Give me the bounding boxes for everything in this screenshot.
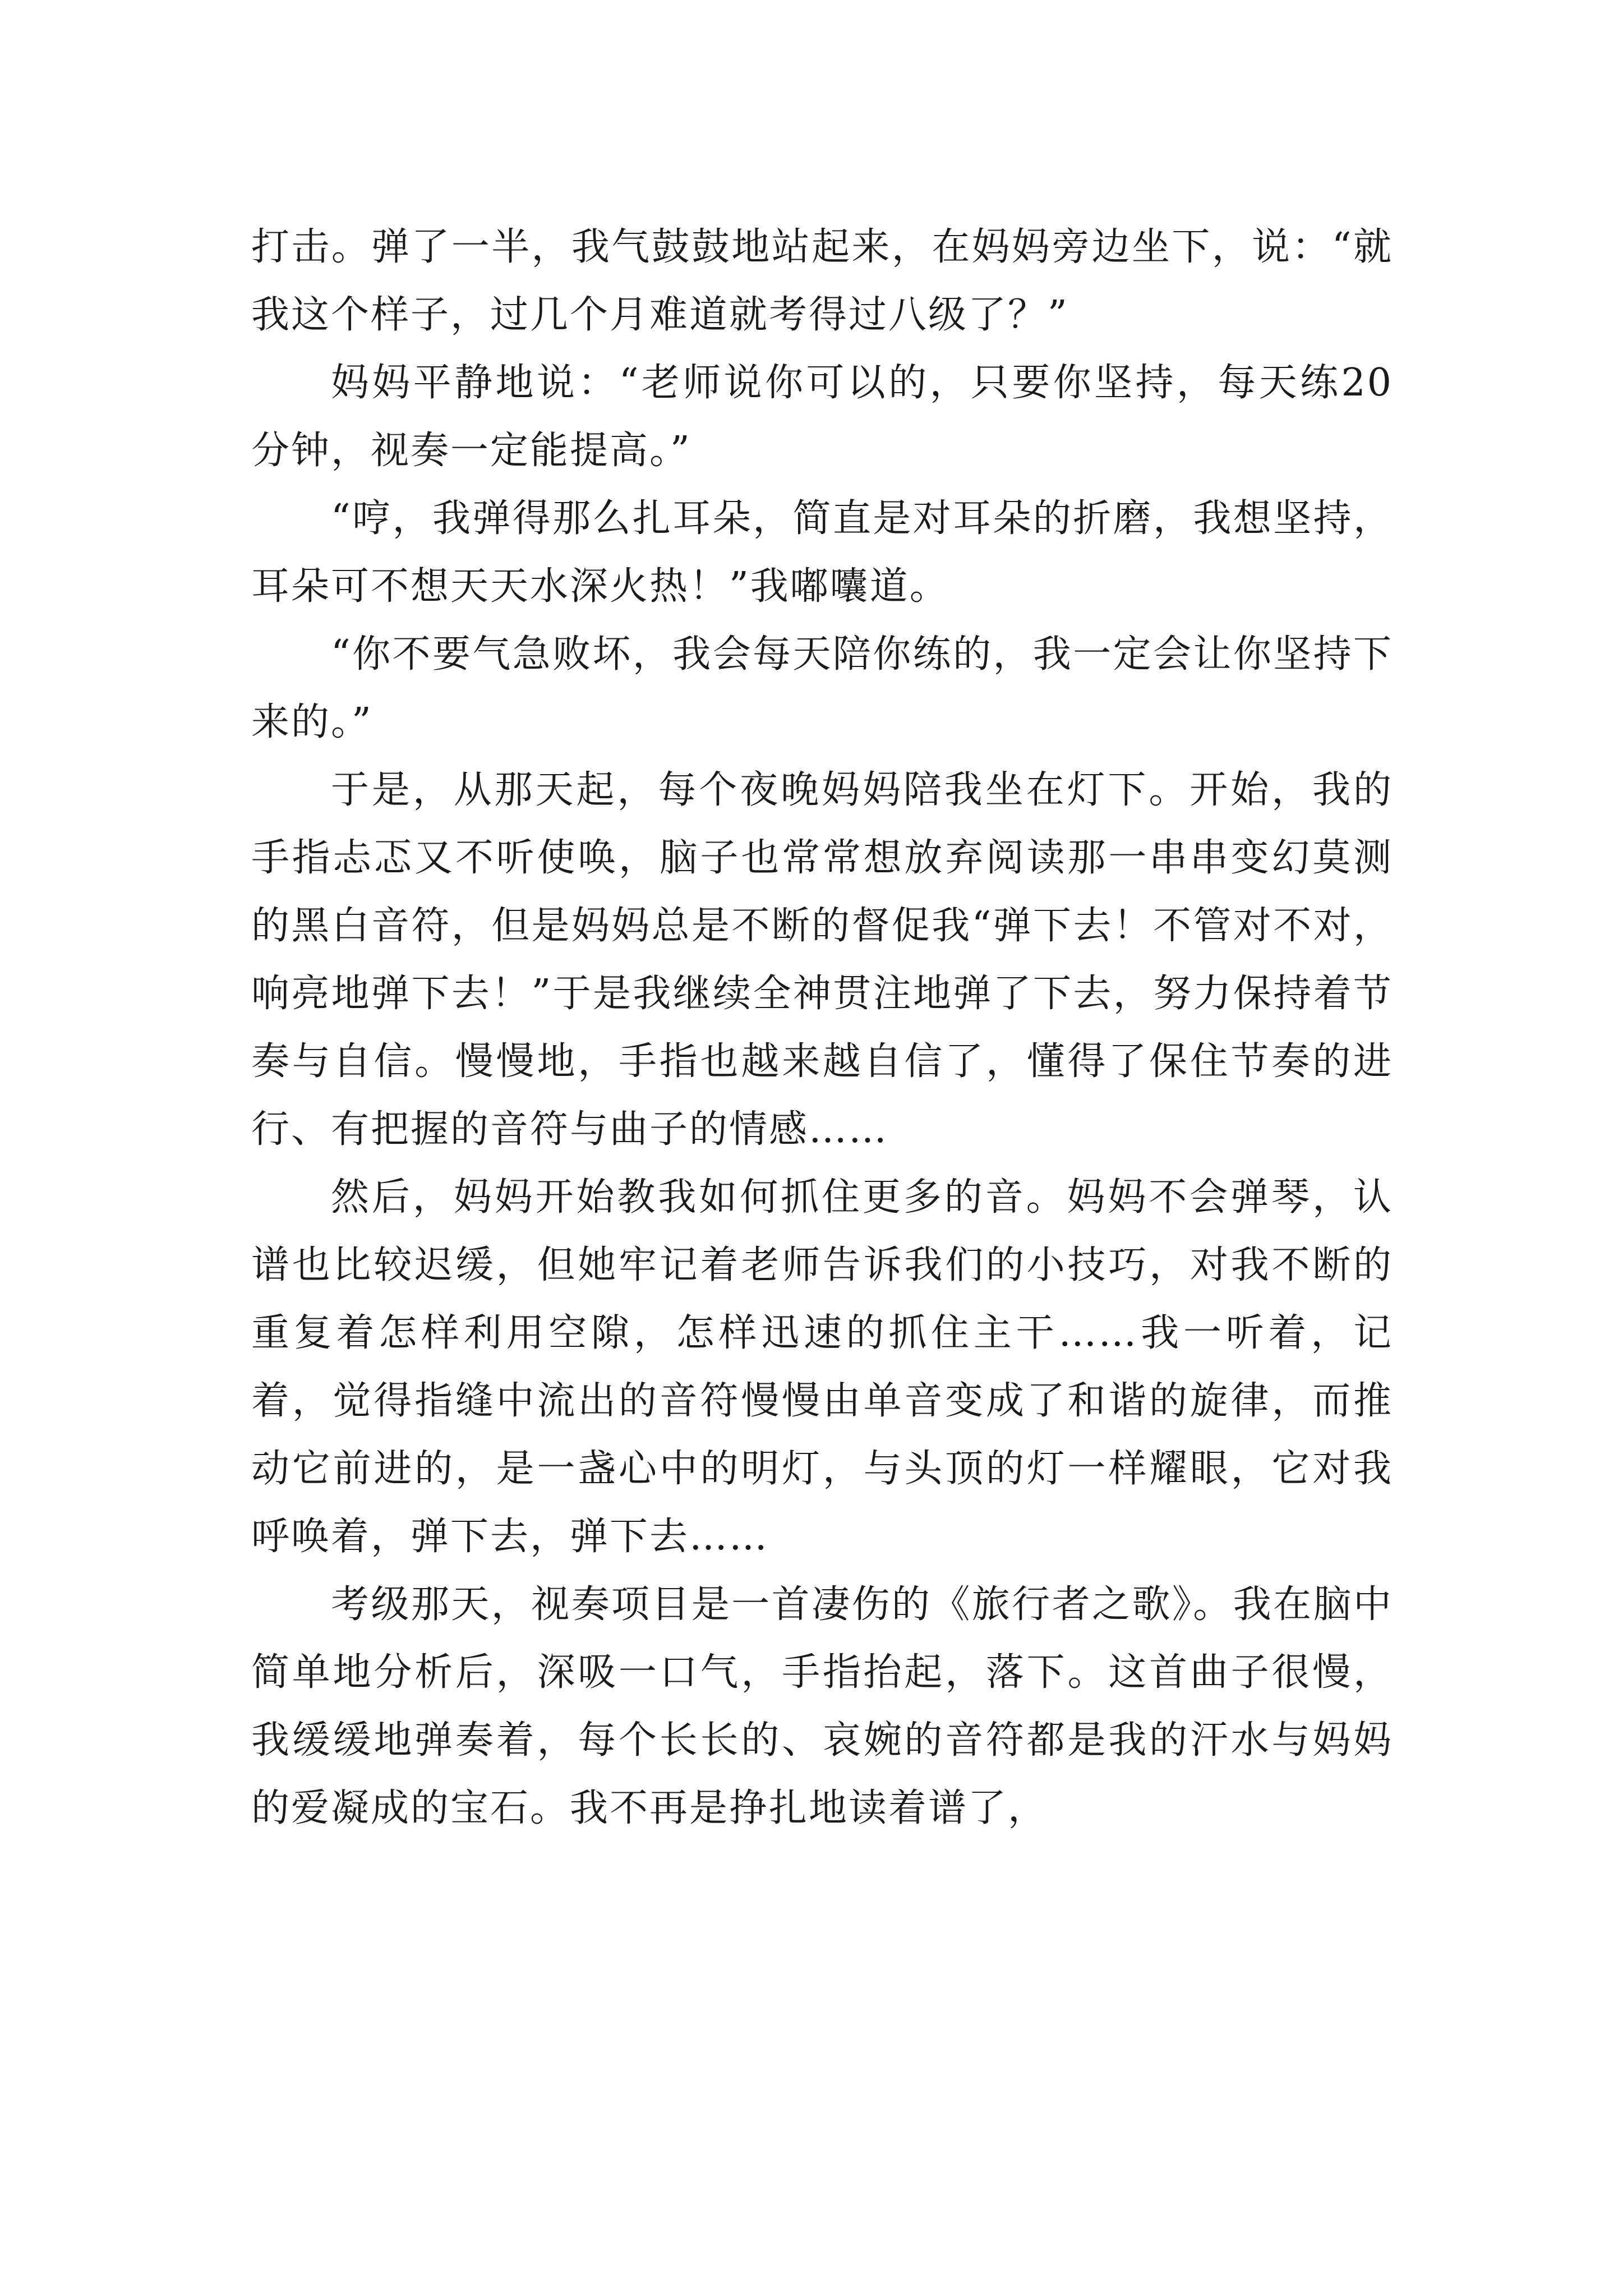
paragraph-3: “哼，我弹得那么扎耳朵，简直是对耳朵的折磨，我想坚持，耳朵可不想天天水深火热！”我嘟囔道。 (251, 496, 1393, 609)
paragraph-2: 妈妈平静地说：“老师说你可以的，只要你坚持，每天练20分钟，视奏一定能提高。” (251, 361, 1393, 473)
paragraph-1: 打击。弹了一半，我气鼓鼓地站起来，在妈妈旁边坐下，说：“就我这个样子，过几个月难道就考得过八级了？” (251, 225, 1393, 337)
paragraph-5: 于是，从那天起，每个夜晚妈妈陪我坐在灯下。开始，我的手指忐忑又不听使唤，脑子也常常想放弃阅读那一串串变幻莫测的黑白音符，但是妈妈总是不断的督促我“弹下去！不管对不对，响亮地弹下去！”于是我继续全神贯注地弹了下去，努力保持着节奏与自信。慢慢地，手指也越来越自信了，懂得了保住节奏的进行、有把握的音符与曲子的情感…… (251, 768, 1393, 1152)
essay-body (251, 213, 1393, 1842)
paragraph-4: “你不要气急败坏，我会每天陪你练的，我一定会让你坚持下来的。” (251, 632, 1393, 744)
paragraph-7: 考级那天，视奏项目是一首凄伤的《旅行者之歌》。我在脑中简单地分析后，深吸一口气，手指抬起，落下。这首曲子很慢，我缓缓地弹奏着，每个长长的、哀婉的音符都是我的汗水与妈妈的爱凝成的宝石。我不再是挣扎地读着谱了， (251, 1582, 1393, 1830)
paragraph-6: 然后，妈妈开始教我如何抓住更多的音。妈妈不会弹琴，认谱也比较迟缓，但她牢记着老师告诉我们的小技巧，对我不断的重复着怎样利用空隙，怎样迅速的抓住主干……我一听着，记着，觉得指缝中流出的音符慢慢由单音变成了和谐的旋律，而推动它前进的，是一盏心中的明灯，与头顶的灯一样耀眼，它对我呼唤着，弹下去，弹下去…… (251, 1175, 1393, 1559)
